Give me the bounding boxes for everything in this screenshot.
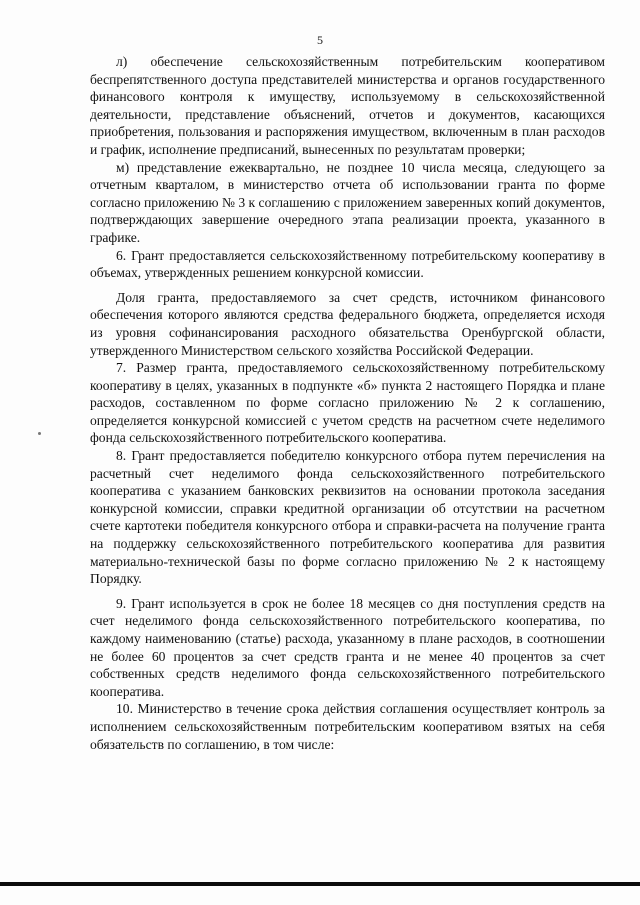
- paragraph-l: л) обеспечение сельскохозяйственным потребительским кооперативом беспрепятственного доступа представителей министерства и органов государственного финансового контроля к имуществу, используемому в сельскохозяйственной деятельности, представление объяснений, отчетов и документов, касающихся приобретения, пользования и распоряжения имуществом, включенным в план расходов и график, исполнение предписаний, вынесенных по результатам проверки;: [90, 54, 605, 157]
- page-number: 5: [317, 33, 323, 47]
- paragraph-m: м) представление ежеквартально, не позднее 10 числа месяца, следующего за отчетным кварталом, в министерство отчета об использовании гранта по форме согласно приложению № 3 к соглашению с приложением заверенных копий документов, подтверждающих завершение очередного этапа реализации проекта, указанного в графике.: [90, 159, 605, 245]
- paragraph-grant-share: Доля гранта, предоставляемого за счет средств, источником финансового обеспечения которого являются средства федерального бюджета, определяется исходя из уровня софинансирования расходного обязательства Оренбургской области, утвержденного Министерством сельского хозяйства Российской Федерации.: [90, 289, 605, 358]
- document-body: [90, 53, 605, 753]
- paragraph-8: 8. Грант предоставляется победителю конкурсного отбора путем перечисления на расчетный счет неделимого фонда сельскохозяйственного потребительского кооператива с указанием банковских реквизитов на основании протокола заседания конкурсной комиссии, справки кредитной организации об отсутствии на расчетном счете картотеки победителя конкурсного отбора и справки-расчета на получение гранта на поддержку сельскохозяйственного потребительского кооператива для развития материально-технической базы по форме согласно приложению № 2 к настоящему Порядку.: [90, 448, 605, 587]
- paragraph-9: 9. Грант используется в срок не более 18 месяцев со дня поступления средств на счет неделимого фонда сельскохозяйственного потребительского кооператива, по каждому наименованию (статье) расхода, указанному в плане расходов, в соотношении не более 60 процентов за счет средств гранта и не менее 40 процентов за счет собственных средств неделимого фонда сельскохозяйственного потребительского кооператива.: [90, 595, 605, 699]
- paragraph-10: 10. Министерство в течение срока действия соглашения осуществляет контроль за исполнением сельскохозяйственным потребительским кооперативом взятых на себя обязательств по соглашению, в том числе:: [90, 701, 605, 752]
- bottom-scan-edge: [0, 882, 640, 886]
- paragraph-7: 7. Размер гранта, предоставляемого сельскохозяйственному потребительскому кооперативу в целях, указанных в подпункте «б» пункта 2 настоящего Порядка и плане расходов, составленном по форме согласно приложению № 2 к соглашению, определяется конкурсной комиссией с учетом средств на расчетном счете неделимого фонда сельскохозяйственного потребительского кооператива.: [90, 360, 605, 446]
- scan-speck: [38, 432, 41, 435]
- paragraph-6: 6. Грант предоставляется сельскохозяйственному потребительскому кооперативу в объемах, утвержденных решением конкурсной комиссии.: [90, 247, 605, 281]
